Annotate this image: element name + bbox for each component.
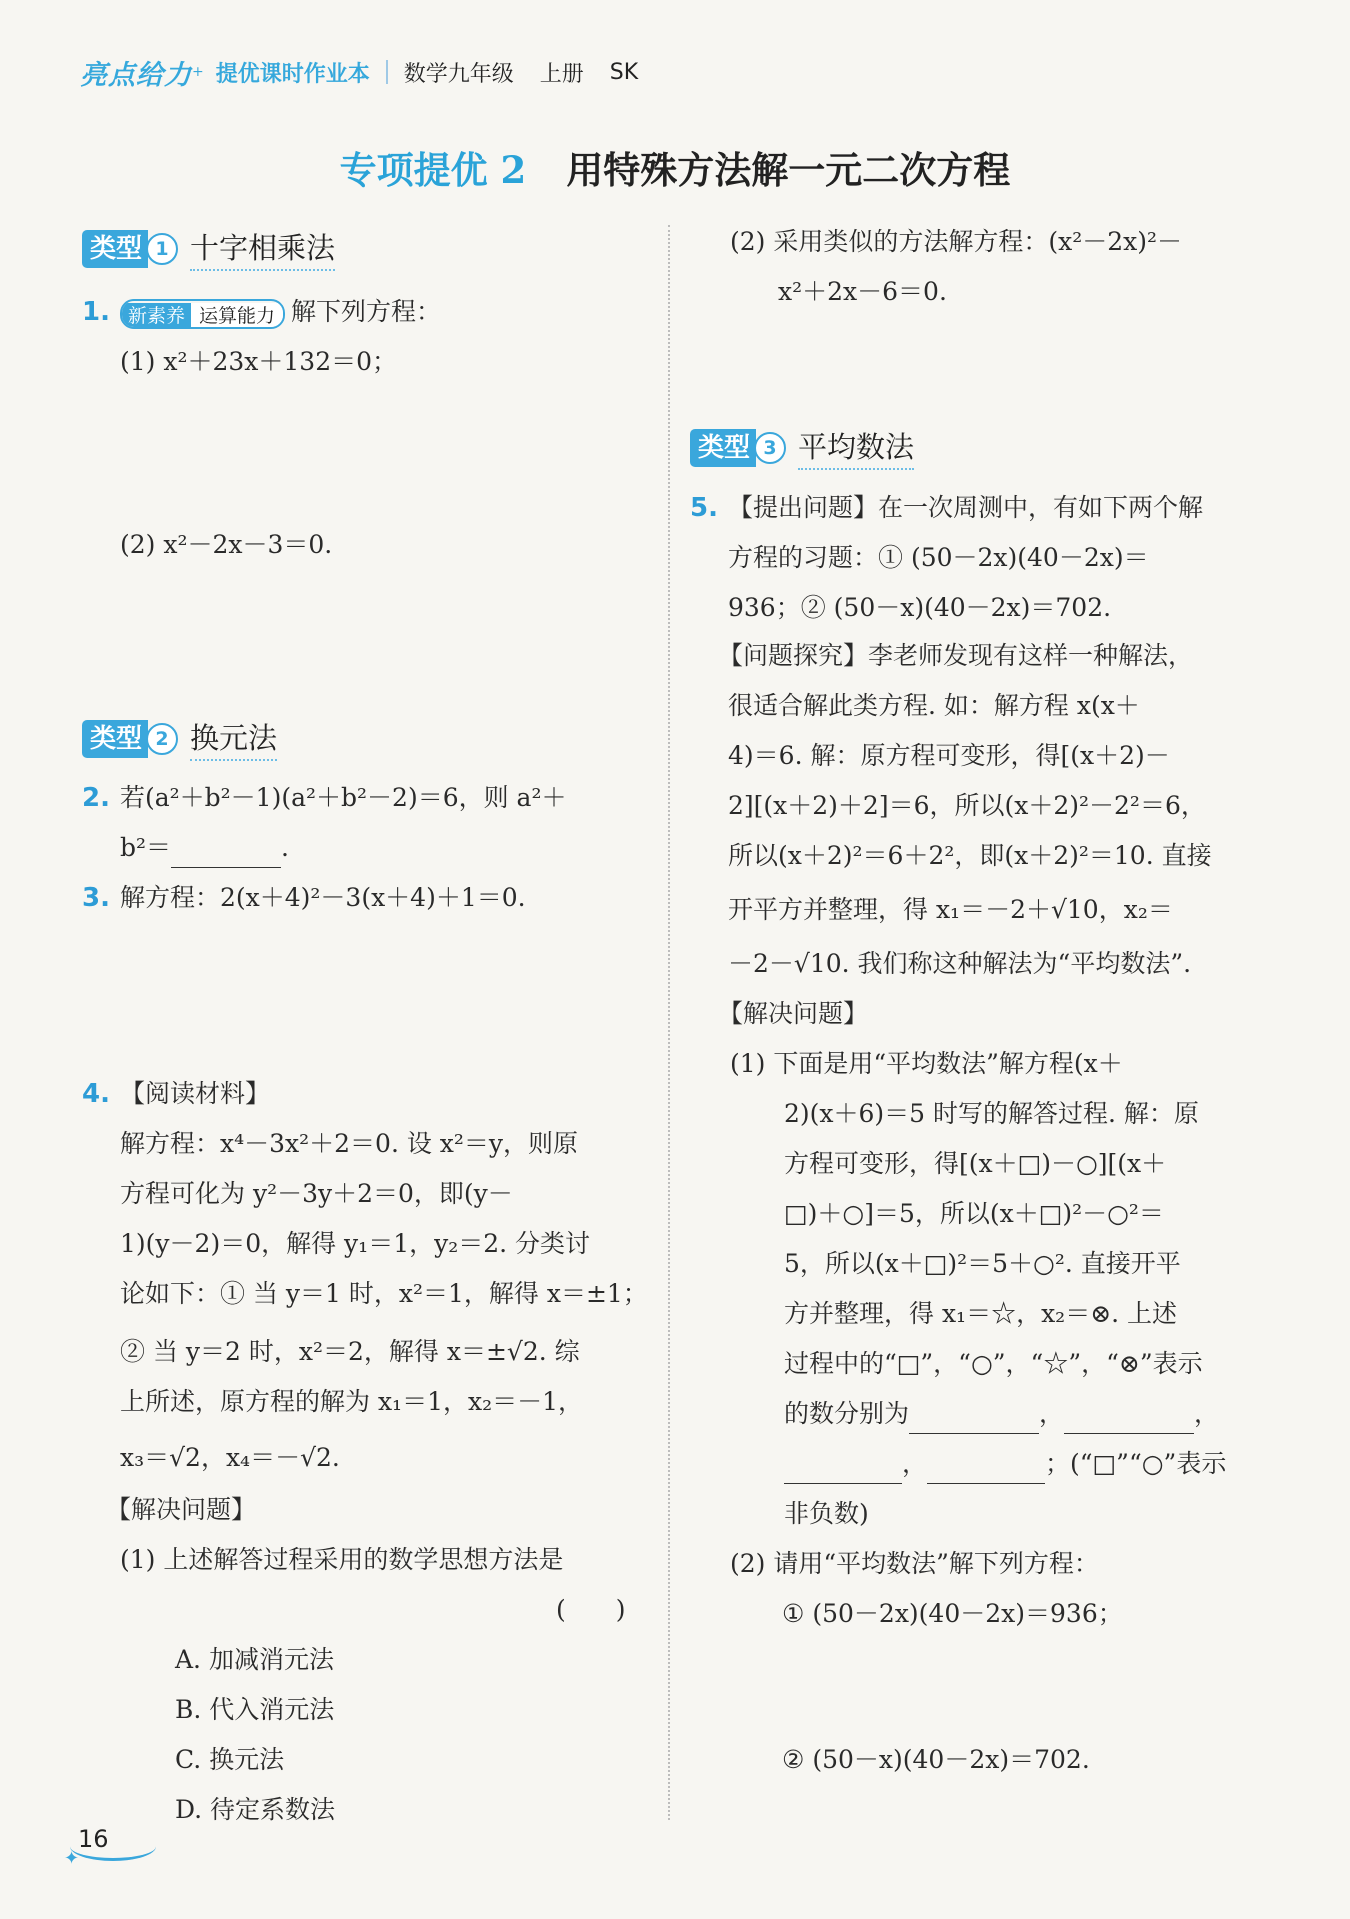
- type-badge: 类型: [82, 720, 148, 758]
- question-number: 1.: [82, 297, 110, 327]
- q5-equation-1: ① (50－2x)(40－2x)＝936；: [782, 1599, 1123, 1628]
- type-number: 2: [146, 723, 178, 755]
- question-4-head: [82, 1074, 270, 1114]
- q5-sub1-line: 5，所以(x＋□)²＝5＋○². 直接开平: [784, 1249, 1181, 1278]
- literacy-tag: [120, 299, 285, 329]
- question-number: 4.: [82, 1079, 110, 1109]
- question-text: 的数分别为: [784, 1399, 910, 1428]
- type-number: 1: [146, 233, 178, 265]
- question-text: 【提出问题】在一次周测中，有如下两个解: [727, 493, 1203, 522]
- question-3: [82, 878, 526, 918]
- title-part2: 用特殊方法解一元二次方程: [566, 148, 1011, 192]
- q4-line: 上所述，原方程的解为 x₁＝1，x₂＝－1，: [120, 1387, 584, 1416]
- q5-sub1-blank-line-2: [784, 1444, 1226, 1484]
- volume-label: 上册: [539, 61, 584, 87]
- q4-line: x₃＝√2，x₄＝－√2.: [120, 1443, 340, 1472]
- answer-blank[interactable]: [1064, 1403, 1194, 1434]
- question-text: 解下列方程：: [291, 297, 442, 326]
- question-text: 解方程：2(x＋4)²－3(x＋4)＋1＝0.: [119, 883, 526, 912]
- q4-sub-1: (1) 上述解答过程采用的数学思想方法是: [120, 1545, 564, 1574]
- page-title: [0, 140, 1350, 194]
- header-divider: [386, 60, 388, 84]
- q5-sub1-line: 方并整理，得 x₁＝☆，x₂＝⊗. 上述: [784, 1299, 1178, 1328]
- q5-line: 【问题探究】李老师发现有这样一种解法，: [718, 641, 1194, 670]
- type-number: 3: [754, 432, 786, 464]
- question-text: 若(a²＋b²－1)(a²＋b²－2)＝6，则 a²＋: [119, 783, 567, 812]
- q5-line: 4)＝6. 解：原方程可变形，得[(x＋2)－: [728, 741, 1170, 770]
- q5-line: －2－√10. 我们称这种解法为“平均数法”.: [728, 949, 1192, 978]
- series-name: 提优课时作业本: [215, 61, 370, 87]
- type-name: 十字相乘法: [190, 226, 335, 271]
- q5-line: 2][(x＋2)＋2]＝6，所以(x＋2)²－2²＝6，: [728, 791, 1206, 820]
- option-d: D. 待定系数法: [175, 1795, 336, 1824]
- answer-blank[interactable]: [927, 1453, 1045, 1484]
- q4-line: 论如下：① 当 y＝1 时，x²＝1，解得 x＝±1；: [120, 1279, 648, 1308]
- question-1-right-part-2-line-1: (2) 采用类似的方法解方程：(x²－2x)²－: [730, 227, 1183, 256]
- option-b: B. 代入消元法: [175, 1695, 335, 1724]
- question-2-line-1: [82, 778, 566, 818]
- page-header: [80, 52, 664, 92]
- q5-sub1-line: 过程中的“□”，“○”，“☆”，“⊗”表示: [784, 1349, 1203, 1378]
- question-number: 2.: [82, 783, 110, 813]
- question-number: 3.: [82, 883, 110, 913]
- subject-label: 数学九年级: [403, 61, 514, 87]
- answer-blank[interactable]: [784, 1453, 902, 1484]
- answer-paren[interactable]: ( ): [556, 1595, 626, 1624]
- type-heading-3: [690, 425, 914, 470]
- column-divider: [668, 225, 670, 1820]
- q5-sub1-line: 方程可变形，得[(x＋□)－○][(x＋: [784, 1149, 1167, 1178]
- option-c: C. 换元法: [175, 1745, 285, 1774]
- brand-mark: +: [192, 64, 204, 80]
- q4-line: 方程可化为 y²－3y＋2＝0，即(y－: [120, 1179, 513, 1208]
- answer-blank[interactable]: [909, 1403, 1039, 1434]
- q4-line: ② 当 y＝2 时，x²＝2，解得 x＝±√2. 综: [120, 1337, 580, 1366]
- star-icon: ✦: [64, 1848, 80, 1869]
- q4-solve-head: 【解决问题】: [106, 1495, 257, 1524]
- answer-blank[interactable]: [171, 837, 281, 868]
- type-badge: 类型: [82, 230, 148, 268]
- brand-logo: 亮点给力: [80, 59, 192, 91]
- tag-label-a: 新素养: [122, 303, 191, 329]
- q5-line: 936；② (50－x)(40－2x)＝702.: [728, 593, 1112, 622]
- q5-sub1-end: 非负数): [784, 1499, 869, 1528]
- comma: ，: [1039, 1399, 1065, 1428]
- edition-label: SK: [609, 59, 639, 85]
- title-part1: 专项提优 2: [339, 148, 527, 192]
- question-1-stem: [82, 292, 441, 332]
- question-number: 5.: [690, 493, 718, 523]
- q5-line: 很适合解此类方程. 如：解方程 x(x＋: [728, 691, 1140, 720]
- comma: ，: [1194, 1399, 1220, 1428]
- q5-solve-head: 【解决问题】: [718, 999, 869, 1028]
- q4-line: 解方程：x⁴－3x²＋2＝0. 设 x²＝y，则原: [120, 1129, 579, 1158]
- q5-sub1-line: (1) 下面是用“平均数法”解方程(x＋: [730, 1049, 1123, 1078]
- question-1-part-1: (1) x²＋23x＋132＝0；: [120, 347, 398, 376]
- type-heading-2: [82, 716, 277, 761]
- question-5-line-1: [690, 488, 1203, 528]
- tag-label-b: 运算能力: [191, 303, 283, 329]
- section-label: 【阅读材料】: [119, 1079, 270, 1108]
- q5-equation-2: ② (50－x)(40－2x)＝702.: [782, 1745, 1090, 1774]
- q5-sub1-line: □)＋○]＝5，所以(x＋□)²－○²＝: [784, 1199, 1164, 1228]
- q4-line: 1)(y－2)＝0，解得 y₁＝1，y₂＝2. 分类讨: [120, 1229, 591, 1258]
- type-badge: 类型: [690, 429, 756, 467]
- comma: ，: [902, 1449, 928, 1478]
- question-text: ；(“□”“○”表示: [1045, 1449, 1227, 1478]
- question-1-part-2: (2) x²－2x－3＝0.: [120, 530, 333, 559]
- q5-line: 开平方并整理，得 x₁＝－2＋√10，x₂＝: [728, 895, 1173, 924]
- q5-line: 所以(x＋2)²＝6＋2²，即(x＋2)²＝10. 直接: [728, 841, 1212, 870]
- type-name: 平均数法: [798, 425, 914, 470]
- question-text: b²＝: [120, 833, 172, 862]
- question-2-line-2: [120, 828, 289, 868]
- question-1-right-part-2-line-2: x²＋2x－6＝0.: [778, 277, 947, 306]
- q5-sub-2: (2) 请用“平均数法”解下列方程：: [730, 1549, 1099, 1578]
- q5-sub1-line: 2)(x＋6)＝5 时写的解答过程. 解：原: [784, 1099, 1199, 1128]
- q5-line: 方程的习题：① (50－2x)(40－2x)＝: [728, 543, 1149, 572]
- question-text: .: [281, 833, 289, 862]
- q5-sub1-blank-line: [784, 1394, 1219, 1434]
- page-number: 16: [78, 1825, 109, 1853]
- type-heading-1: [82, 226, 335, 271]
- option-a: A. 加减消元法: [175, 1645, 334, 1674]
- type-name: 换元法: [190, 716, 277, 761]
